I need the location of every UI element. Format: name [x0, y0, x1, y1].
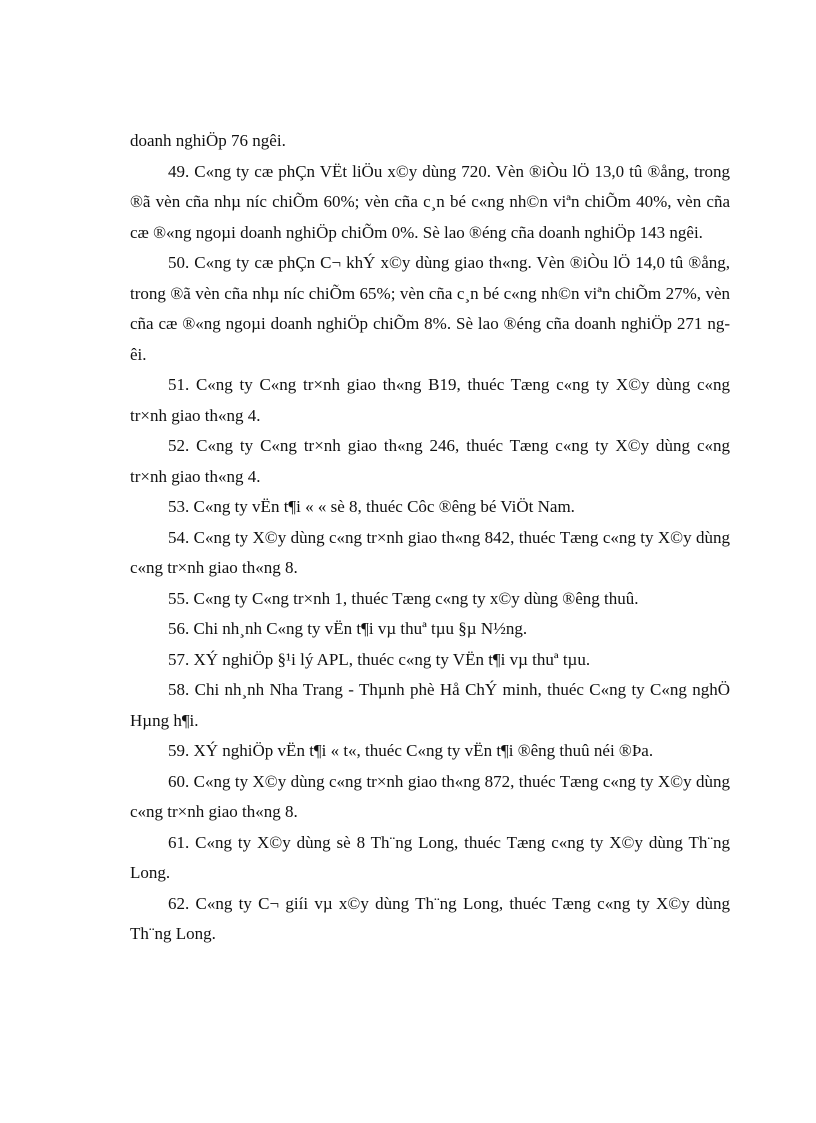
list-item-56: 56. Chi nh¸nh C«ng ty vËn t¶i vµ thuª tµu §µ N½ng. [168, 619, 528, 638]
list-item-58: 58. Chi nh¸nh Nha Trang - Thµnh phè Hå ChÝ minh, thuéc C«ng ty C«ng nghÖ Hµng h¶i. [130, 680, 730, 730]
list-item-55: 55. C«ng ty C«ng tr×nh 1, thuéc Tæng c«ng ty x©y dùng ®êng thuû. [168, 588, 639, 608]
list-item-50: 50. C«ng ty cæ phÇn C¬ khÝ x©y dùng giao th«ng. Vèn ®iÒu lÖ 14,0 tû ®ång, trong ®ã vèn cña nhµ níc chiÕm 65%; vèn cña c¸n bé c«ng nh©n viªn chiÕm 27%, vèn cña cæ ®«ng ngoµi doanh nghiÖp chiÕm 8%. Sè lao ®éng cña doanh nghiÖp 271 ngêi. [130, 253, 730, 364]
document-body [130, 126, 730, 950]
list-item-51: 51. C«ng ty C«ng tr×nh giao th«ng B19, thuéc Tæng c«ng ty X©y dùng c«ng tr×nh giao th«ng 4. [130, 375, 730, 425]
list-item-62: 62. C«ng ty C¬ giíi vµ x©y dùng Th¨ng Long, thuéc Tæng c«ng ty X©y dùng Th¨ng Long. [130, 893, 730, 943]
paragraph-continuation: doanh nghiÖp 76 ngêi. [130, 131, 286, 150]
list-item-59: 59. XÝ nghiÖp vËn t¶i « t«, thuéc C«ng ty vËn t¶i ®êng thuû néi ®Þa. [168, 741, 654, 760]
list-item-57: 57. XÝ nghiÖp §¹i lý APL, thuéc c«ng ty VËn t¶i vµ thuª tµu. [168, 649, 591, 669]
list-item-52: 52. C«ng ty C«ng tr×nh giao th«ng 246, thuéc Tæng c«ng ty X©y dùng c«ng tr×nh giao th«ng 4. [130, 436, 730, 486]
list-item-53: 53. C«ng ty vËn t¶i « « sè 8, thuéc Côc ®êng bé ViÖt Nam. [168, 497, 575, 516]
list-item-60: 60. C«ng ty X©y dùng c«ng tr×nh giao th«ng 872, thuéc Tæng c«ng ty X©y dùng c«ng tr×nh giao th«ng 8. [130, 771, 730, 821]
list-item-54: 54. C«ng ty X©y dùng c«ng tr×nh giao th«ng 842, thuéc Tæng c«ng ty X©y dùng c«ng tr×nh giao th«ng 8. [130, 527, 730, 577]
list-item-61: 61. C«ng ty X©y dùng sè 8 Th¨ng Long, thuéc Tæng c«ng ty X©y dùng Th¨ng Long. [130, 832, 730, 882]
list-item-49: 49. C«ng ty cæ phÇn VËt liÖu x©y dùng 720. Vèn ®iÒu lÖ 13,0 tû ®ång, trong ®ã vèn cña nhµ níc chiÕm 60%; vèn cña c¸n bé c«ng nh©n viªn chiÕm 40%, vèn cña cæ ®«ng ngoµi doanh nghiÖp chiÕm 0%. Sè lao ®éng cña doanh nghiÖp 143 ngêi. [130, 161, 730, 242]
